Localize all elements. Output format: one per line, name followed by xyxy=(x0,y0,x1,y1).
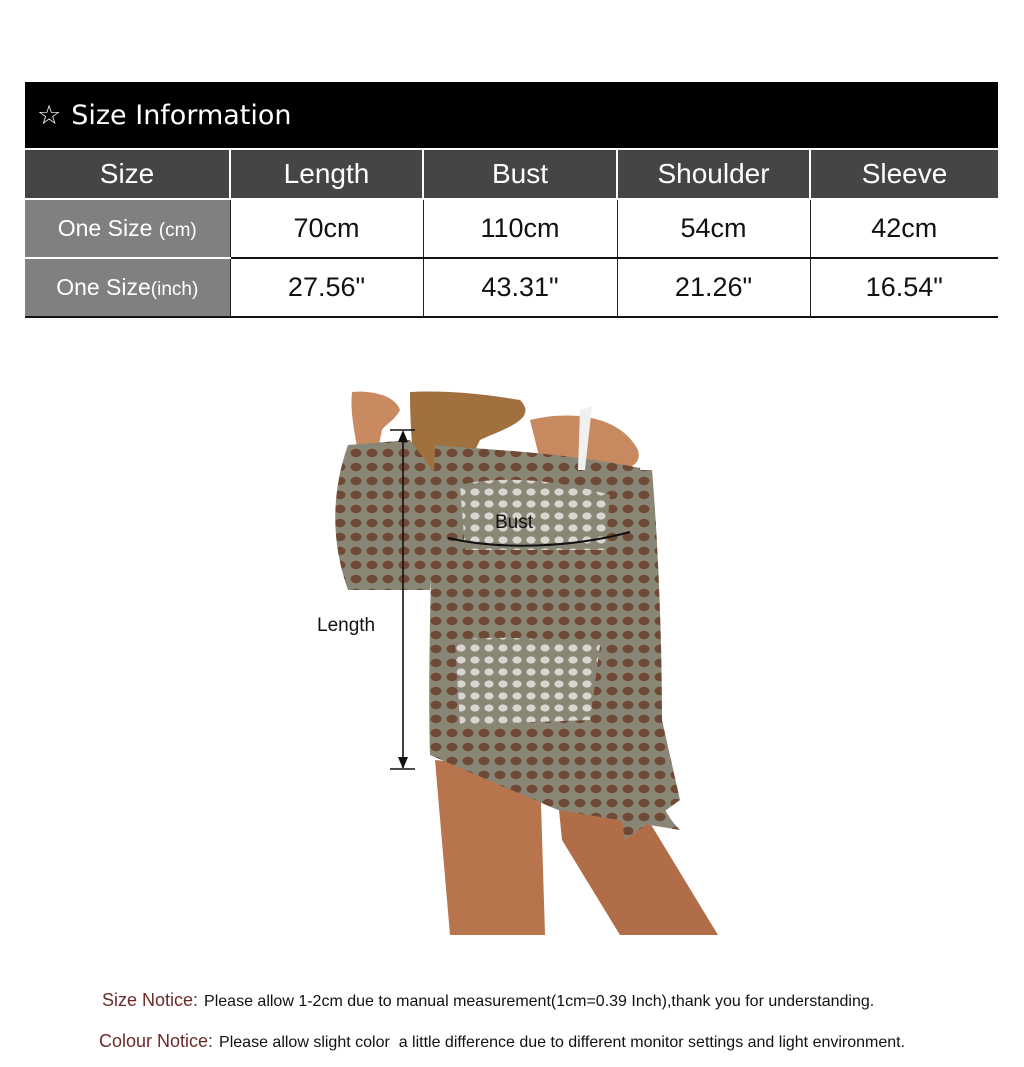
colour-notice xyxy=(99,1031,905,1052)
cell-bust-inch: 43.31" xyxy=(423,258,617,317)
row-label-inch xyxy=(25,258,230,317)
row-unit: (inch) xyxy=(150,279,199,300)
cell-shoulder-cm: 54cm xyxy=(617,199,810,258)
size-notice-key: Size Notice: xyxy=(102,990,199,1010)
colour-notice-key: Colour Notice: xyxy=(99,1031,214,1051)
row-label-text: One Size xyxy=(56,274,151,300)
arrow-up-icon xyxy=(398,430,408,442)
header-sleeve: Sleeve xyxy=(810,149,998,199)
cell-length-inch: 27.56" xyxy=(230,258,423,317)
product-figure xyxy=(300,390,740,935)
row-label-cm xyxy=(25,199,230,258)
cell-sleeve-cm: 42cm xyxy=(810,199,998,258)
row-unit: (cm) xyxy=(158,220,197,241)
header-size: Size xyxy=(25,149,230,199)
size-notice-text: Please allow 1-2cm due to manual measurement(1cm=0.39 Inch),thank you for understanding. xyxy=(204,993,875,1010)
header-length: Length xyxy=(230,149,423,199)
size-info-title-bar xyxy=(25,82,998,148)
colour-notice-text: Please allow slight color a little difference due to different monitor settings and light environment. xyxy=(219,1034,906,1051)
size-info-title: Size Information xyxy=(71,99,292,131)
size-table xyxy=(25,148,998,318)
bust-label: Bust xyxy=(495,512,534,533)
arrow-down-icon xyxy=(398,757,408,769)
bikini-top xyxy=(460,480,610,550)
table-header-row xyxy=(25,149,998,199)
cell-shoulder-inch: 21.26" xyxy=(617,258,810,317)
cell-bust-cm: 110cm xyxy=(423,199,617,258)
size-notice xyxy=(102,990,874,1011)
cell-sleeve-inch: 16.54" xyxy=(810,258,998,317)
cell-length-cm: 70cm xyxy=(230,199,423,258)
bikini-bottom xyxy=(455,638,600,725)
header-shoulder: Shoulder xyxy=(617,149,810,199)
table-row xyxy=(25,199,998,258)
model-illustration xyxy=(300,390,740,935)
table-row xyxy=(25,258,998,317)
length-label: Length xyxy=(317,615,376,636)
left-sleeve xyxy=(335,440,440,590)
star-icon: ☆ xyxy=(37,99,62,131)
header-bust: Bust xyxy=(423,149,617,199)
row-label-text: One Size xyxy=(57,215,153,241)
